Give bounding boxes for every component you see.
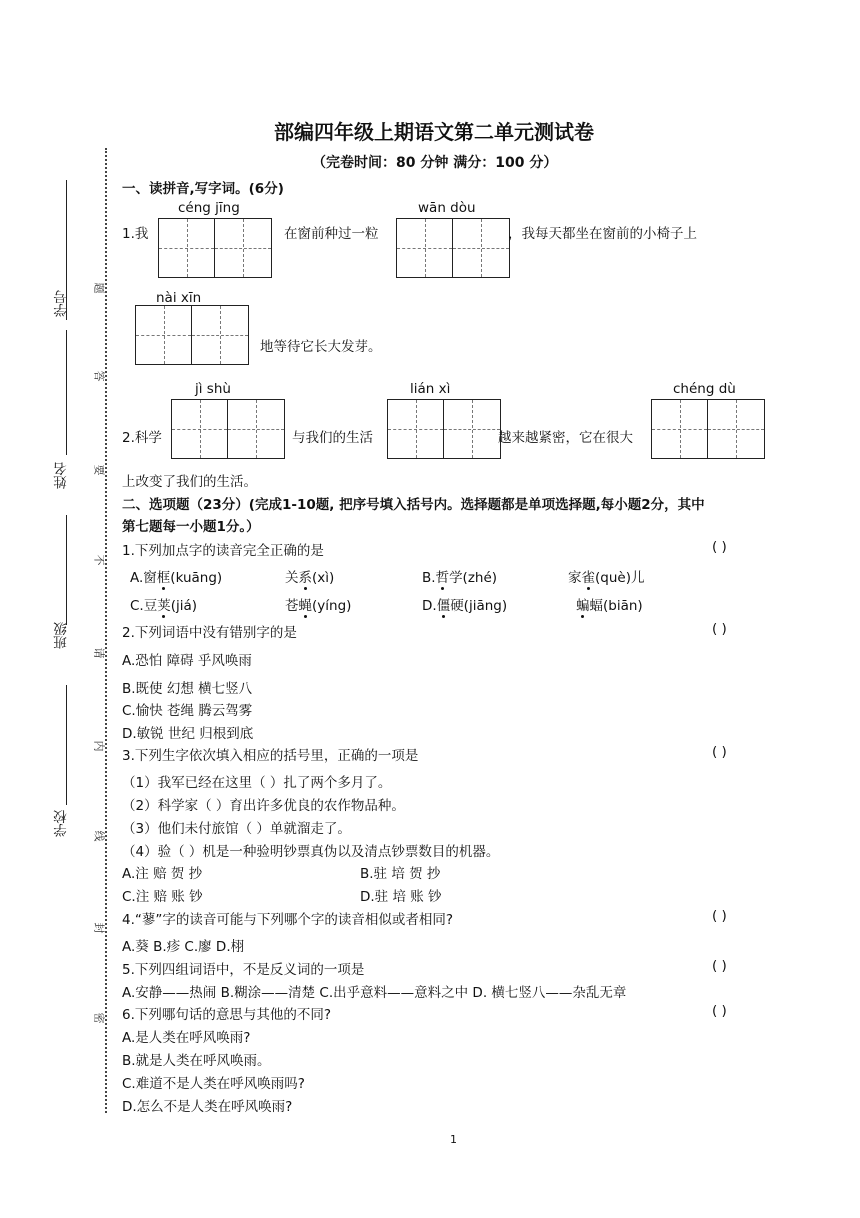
- exam-info: （完卷时间：80 分钟 满分：100 分）: [312, 155, 558, 171]
- seal-char: 封: [92, 922, 106, 934]
- answer-paren[interactable]: ( ): [712, 1003, 727, 1019]
- pinyin-naixin: nài xīn: [156, 290, 202, 306]
- tianzige-naixin[interactable]: [135, 305, 249, 365]
- answer-paren[interactable]: ( ): [712, 744, 727, 760]
- q1-end: ，我每天都坐在窗前的小椅子上: [508, 226, 697, 242]
- q3-item: （1）我军已经在这里（ ）扎了两个多月了。: [122, 775, 392, 791]
- option-d: D.怎么不是人类在呼风唤雨?: [122, 1099, 293, 1115]
- answer-paren[interactable]: ( ): [712, 908, 727, 924]
- q2-1-stem: 1.下列加点字的读音完全正确的是: [122, 543, 324, 559]
- seal-char: 答: [92, 370, 106, 382]
- option-b: B.哲学(zhé): [422, 570, 498, 586]
- answer-paren[interactable]: ( ): [712, 539, 727, 555]
- tianzige-cengjing[interactable]: [158, 218, 272, 278]
- option-c: C.豆荚(jiá): [130, 598, 198, 614]
- option-c: C.注 赔 账 钞: [122, 889, 203, 905]
- option-c: C.难道不是人类在呼风唤雨吗?: [122, 1076, 305, 1092]
- option-c2: 苍蝇(yíng): [285, 598, 352, 614]
- option-d2: 蝙蝠(biān): [576, 598, 643, 614]
- q2-3-stem: 3.下列生字依次填入相应的括号里，正确的一项是: [122, 748, 419, 764]
- page-title: 部编四年级上期语文第二单元测试卷: [274, 120, 594, 144]
- pinyin-lianxi: lián xì: [410, 381, 451, 397]
- pinyin-cengjing: céng jīng: [178, 200, 240, 216]
- q1-mid: 在窗前种过一粒: [284, 226, 379, 242]
- xingming-line: [66, 330, 67, 455]
- q2-4-stem: 4.“蓼”字的读音可能与下列哪个字的读音相似或者相同?: [122, 912, 454, 928]
- banji-label: 班级: [54, 622, 70, 649]
- option-b: B.就是人类在呼风唤雨。: [122, 1053, 271, 1069]
- seal-char: 题: [92, 282, 106, 294]
- xuehao-label: 学号: [54, 290, 70, 317]
- xingming-label: 姓名: [54, 462, 70, 489]
- pinyin-chengdu: chéng dù: [673, 381, 736, 397]
- seal-char: 请: [92, 647, 106, 659]
- option-a2: 关系(xì): [285, 570, 335, 586]
- option-a: A.是人类在呼风唤雨?: [122, 1030, 251, 1046]
- q3-item: （4）验（ ）机是一种验明钞票真伪以及清点钞票数目的机器。: [122, 844, 500, 860]
- option-b2: 家雀(què)儿: [568, 570, 645, 586]
- tianzige-jishu[interactable]: [171, 399, 285, 459]
- q3-item: （2）科学家（ ）育出许多优良的农作物品种。: [122, 798, 405, 814]
- option-d: D.僵硬(jiāng): [422, 598, 508, 614]
- page-number: 1: [450, 1133, 457, 1146]
- banji-line: [66, 515, 67, 625]
- q2-6-stem: 6.下列哪句话的意思与其他的不同?: [122, 1007, 332, 1023]
- q1-prefix: 1.我: [122, 226, 149, 242]
- xuexiao-line: [66, 685, 67, 805]
- seal-char: 不: [92, 554, 106, 566]
- q2-mid: 与我们的生活: [292, 430, 373, 446]
- q2-5-stem: 5.下列四组词语中，不是反义词的一项是: [122, 962, 365, 978]
- q2-mid2: 越来越紧密，它在很大: [498, 430, 633, 446]
- seal-char: 密: [92, 1012, 106, 1024]
- q1-tail: 地等待它长大发芽。: [260, 339, 382, 355]
- section1-heading: 一、读拼音,写字词。(6分): [122, 181, 284, 197]
- q5-options: A.安静——热闹 B.糊涂——清楚 C.出乎意料——意料之中 D. 横七竖八——杂乱无章: [122, 985, 627, 1001]
- option-b: B.驻 培 贺 抄: [360, 866, 441, 882]
- option-d: D.敏锐 世纪 归根到底: [122, 726, 254, 742]
- answer-paren[interactable]: ( ): [712, 958, 727, 974]
- pinyin-jishu: jì shù: [195, 381, 231, 397]
- answer-paren[interactable]: ( ): [712, 621, 727, 637]
- pinyin-wandou: wān dòu: [418, 200, 476, 216]
- tianzige-chengdu[interactable]: [651, 399, 765, 459]
- tianzige-lianxi[interactable]: [387, 399, 501, 459]
- seal-char: 内: [92, 740, 106, 752]
- seal-char: 要: [92, 464, 106, 476]
- tianzige-wandou[interactable]: [396, 218, 510, 278]
- q3-item: （3）他们未付旅馆（ ）单就溜走了。: [122, 821, 351, 837]
- option-d: D.驻 培 账 钞: [360, 889, 442, 905]
- option-b: B.既使 幻想 横七竖八: [122, 681, 253, 697]
- section2-heading: 二、选项题（23分）(完成1-10题, 把序号填入括号内。选择题都是单项选择题,每小题2分，其中: [122, 497, 705, 513]
- xuexiao-label: 学校: [54, 810, 70, 837]
- option-c: C.愉快 苍绳 腾云驾雾: [122, 703, 253, 719]
- q2-2-stem: 2.下列词语中没有错别字的是: [122, 625, 297, 641]
- section2-heading-line2: 第七题每一小题1分。）: [122, 519, 260, 535]
- q2-tail: 上改变了我们的生活。: [122, 474, 257, 490]
- q4-options: A.葵 B.疹 C.廖 D.栩: [122, 939, 245, 955]
- option-a: A.恐怕 障碍 乎风唤雨: [122, 653, 252, 669]
- seal-char: 线: [92, 830, 106, 842]
- q2-prefix: 2.科学: [122, 430, 162, 446]
- option-a: A.窗框(kuāng): [130, 570, 223, 586]
- option-a: A.注 赔 贺 抄: [122, 866, 203, 882]
